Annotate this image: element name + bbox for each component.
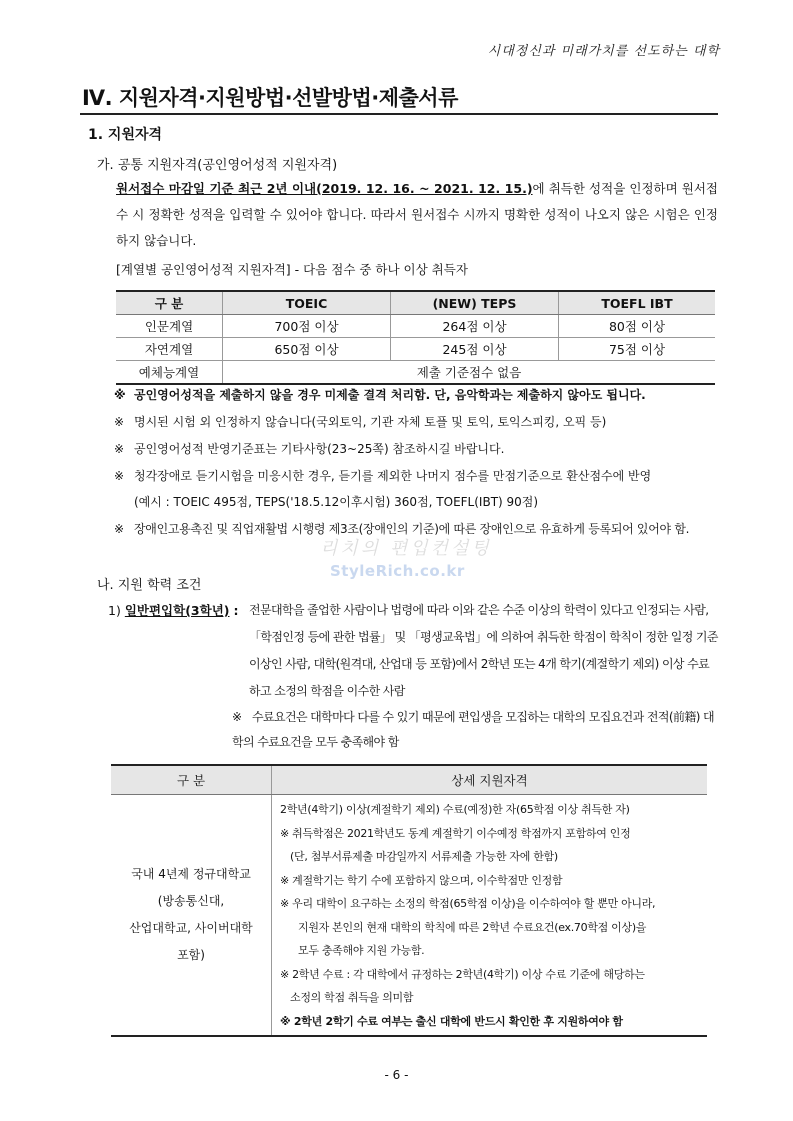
table-cell: 650점 이상 [223, 338, 391, 361]
table-cell: 264점 이상 [391, 315, 559, 338]
header-slogan: 시대정신과 미래가치를 선도하는 대학 [487, 44, 720, 59]
category-line: 산업대학교, 사이버대학 [129, 921, 253, 935]
table-header-cell: 구 분 [116, 291, 223, 315]
item-title: 일반편입학(3학년) [124, 603, 230, 618]
detail-line: ※ 우리 대학이 요구하는 소정의 학점(65학점 이상)을 이수하여야 할 뿐만 아니라, [280, 897, 656, 910]
reference-mark: ※ [114, 442, 125, 456]
watermark-title: 리치의 편입컨설팅 [320, 538, 492, 559]
table-cell: 인문계열 [116, 315, 223, 338]
note-item [114, 382, 718, 408]
item-label [108, 601, 238, 619]
item-number: 1) [108, 603, 121, 618]
table-cell: 제출 기준점수 없음 [223, 361, 716, 385]
note-text: 장애인고용촉진 및 직업재활법 시행령 제3조(장애인의 기준)에 따른 장애인으로 유효하게 등록되어 있어야 함. [134, 522, 690, 536]
note-item [114, 463, 718, 489]
table-cell: 700점 이상 [223, 315, 391, 338]
detail-line: 모두 충족해야 지원 가능함. [298, 944, 425, 957]
table-header-cell: TOEFL IBT [559, 291, 716, 315]
detail-line: 지원자 본인의 현재 대학의 학칙에 따른 2학년 수료요건(ex.70학점 이상)을 [298, 920, 647, 934]
chapter-divider [80, 113, 718, 115]
table-row [116, 338, 715, 361]
detail-line: (단, 첨부서류제출 마감일까지 서류제출 가능한 자에 한함) [290, 850, 558, 863]
table-cell: 예체능계열 [116, 361, 223, 385]
category-line: (방송통신대, [157, 894, 225, 908]
detail-line: ※ 2학년 2학기 수료 여부는 출신 대학에 반드시 확인한 후 지원하여야 함 [280, 1014, 623, 1028]
table-header-cell: TOEIC [223, 291, 391, 315]
chapter-title: Ⅳ. 지원자격·지원방법·선발방법·제출서류 [82, 86, 458, 110]
table-header-cell: (NEW) TEPS [391, 291, 559, 315]
note-text: 명시된 시험 외 인정하지 않습니다(국외토익, 기관 자체 토플 및 토익, 토익스피킹, 오픽 등) [134, 415, 607, 429]
detail-cell [272, 795, 708, 1037]
deadline-emphasis: 원서접수 마감일 기준 최근 2년 이내(2019. 12. 16. ~ 2021. 12. 15.) [116, 181, 533, 196]
table-header-row [111, 765, 707, 795]
reference-mark: ※ [114, 388, 126, 402]
category-line: 포함) [177, 948, 205, 962]
english-score-table [116, 290, 715, 385]
table-cell: 245점 이상 [391, 338, 559, 361]
category-line: 국내 4년제 정규대학교 [131, 867, 251, 881]
note-text: (예시 : TOEIC 495점, TEPS('18.5.12이후시험) 360점, TOEFL(IBT) 90점) [134, 495, 539, 509]
table-cell: 자연계열 [116, 338, 223, 361]
subheading-education-requirements: 나. 지원 학력 조건 [97, 578, 202, 593]
table-row [116, 361, 715, 385]
reference-mark: ※ [114, 415, 125, 429]
detail-line: 2학년(4학기) 이상(계절학기 제외) 수료(예정)한 자(65학점 이상 취득한 자) [280, 803, 630, 816]
eligibility-paragraph [116, 176, 718, 254]
table-row [116, 315, 715, 338]
table-header-cell: 상세 지원자격 [272, 765, 708, 795]
table-caption: [계열별 공인영어성적 지원자격] - 다음 점수 중 하나 이상 취득자 [116, 262, 468, 277]
category-cell [111, 795, 272, 1037]
note-text: 청각장애로 듣기시험을 미응시한 경우, 듣기를 제외한 나머지 점수를 만점기준으로 환산점수에 반영 [134, 469, 652, 483]
note-text: 공인영어성적 반영기준표는 기타사항(23~25쪽) 참조하시길 바랍니다. [134, 442, 505, 456]
subheading-common-eligibility: 가. 공통 지원자격(공인영어성적 지원자격) [97, 158, 338, 173]
page-number: - 6 - [384, 1068, 409, 1082]
item-colon: : [233, 603, 239, 618]
watermark-url: StyleRich.co.kr [330, 562, 465, 580]
item-note-text: 수료요건은 대학마다 다를 수 있기 때문에 편입생을 모집하는 대학의 모집요건과 전적(前籍) 대학의 수료요건을 모두 충족해야 함 [232, 710, 715, 749]
section-heading-eligibility: 1. 지원자격 [88, 127, 163, 143]
detail-line: ※ 2학년 수료 : 각 대학에서 규정하는 2학년(4학기) 이상 수료 기준에 해당하는 [280, 967, 645, 981]
table-row [111, 795, 707, 1037]
table-cell: 80점 이상 [559, 315, 716, 338]
table-header-row [116, 291, 715, 315]
reference-mark: ※ [114, 522, 124, 536]
table-header-cell: 구 분 [111, 765, 272, 795]
detailed-eligibility-table [111, 764, 707, 1037]
item-note [232, 705, 722, 755]
detail-line: 소정의 학점 취득을 의미함 [290, 991, 414, 1004]
detail-line: ※ 계절학기는 학기 수에 포함하지 않으며, 이수학점만 인정함 [280, 873, 563, 887]
table-cell: 75점 이상 [559, 338, 716, 361]
detail-line: ※ 취득학점은 2021학년도 동계 계절학기 이수예정 학점까지 포함하여 인정 [280, 826, 631, 840]
note-item [114, 409, 718, 435]
note-text: 공인영어성적을 제출하지 않을 경우 미제출 결격 처리함. 단, 음악학과는 제출하지 않아도 됩니다. [134, 388, 646, 402]
item-description: 전문대학을 졸업한 사람이나 법령에 따라 이와 같은 수준 이상의 학력이 있다고 인정되는 사람, 「학점인정 등에 관한 법률」 및 「평생교육법」에 의하여 취득한 학점이 학칙이 정한 일정 기준 이상인 사람, 대학(원격대, 산업대 등 포함)에서 2학년 또는 4개 학기(계절학기 제외) 이상 수료하고 소정의 학점을 이수한 사람 [249, 603, 718, 698]
reference-mark: ※ [232, 710, 242, 724]
note-item [114, 489, 718, 515]
eligibility-paragraph-rest: 에 취득한 성적을 인정하며 원서접수 시 정확한 성적을 입력할 수 있어야 합니다. 따라서 원서접수 시까지 명확한 성적이 나오지 않은 시험은 인정하지 않습니다. [116, 181, 718, 248]
reference-mark: ※ [114, 469, 125, 483]
note-item [114, 436, 718, 462]
